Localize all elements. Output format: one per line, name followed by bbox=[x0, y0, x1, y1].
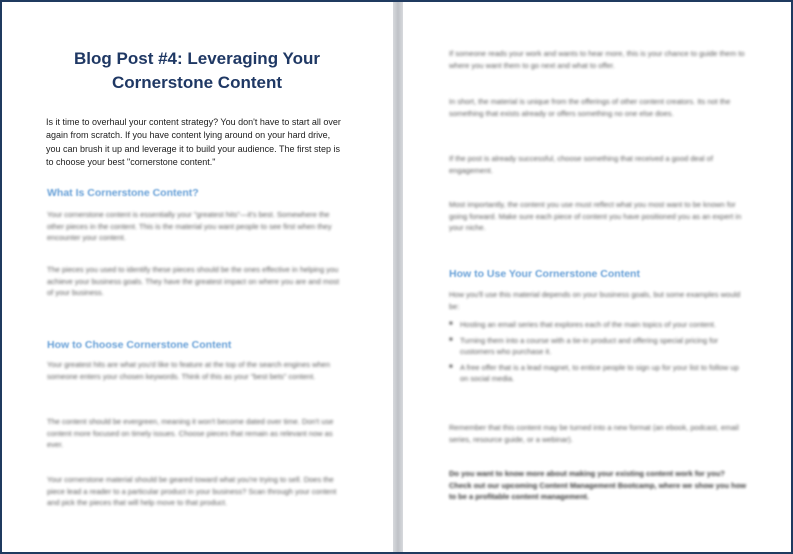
left-page bbox=[2, 2, 393, 552]
paragraph: If the post is already successful, choose something that received a good deal of engagement. bbox=[449, 154, 713, 175]
page-gutter bbox=[393, 2, 403, 552]
paragraph: Your greatest hits are what you'd like to feature at the top of the search engines when someone enters your chosen keywords. Think of this as your "best bets" content. bbox=[47, 360, 331, 381]
document-title: Blog Post #4: Leveraging Your Cornerstone Content bbox=[74, 49, 320, 92]
list-item: ■ Hosting an email series that explores each of the main topics of your content. bbox=[449, 319, 749, 331]
paragraph: Most importantly, the content you use must reflect what you most want to be known for going forward. Make sure each piece of content you have positioned you as an expert in your niche. bbox=[449, 200, 742, 232]
paragraph: The content should be evergreen, meaning it won't become dated over time. Don't use content more focused on timely issues. Choose pieces that remain as relevant now as ever. bbox=[47, 417, 334, 449]
list-item: ■ Turning them into a course with a tie-in product and offering special pricing for customers who purchase it. bbox=[449, 335, 749, 358]
closing-paragraph: Do you want to know more about making your existing content work for you? Check out our upcoming Content Management Bootcamp, where we show you how to be a profitable content management. bbox=[449, 469, 747, 501]
paragraph: Your cornerstone material should be geared toward what you're trying to sell. Does the piece lead a reader to a particular product in your business? Scan through your content and pick the pieces that will help move to that product. bbox=[47, 475, 337, 507]
paragraph: Remember that this content may be turned into a new format (an ebook, podcast, email series, resource guide, or a webinar). bbox=[449, 423, 739, 444]
bullet-list bbox=[449, 319, 749, 389]
right-page bbox=[403, 2, 791, 552]
paragraph: If someone reads your work and wants to hear more, this is your chance to guide them to where you want them to go next and what to offer. bbox=[449, 49, 745, 70]
document-spread bbox=[2, 2, 791, 552]
paragraph: The pieces you used to identify these pieces should be the ones effective in helping you achieve your business goals. They have the greatest impact on where you are and most of your business. bbox=[47, 265, 340, 297]
paragraph: How you'll use this material depends on your business goals, but some examples would be: bbox=[449, 290, 741, 311]
list-item: ■ A free offer that is a lead magnet, to entice people to sign up for your list to follow up on social media. bbox=[449, 362, 749, 385]
section-heading-how-to-use: How to Use Your Cornerstone Content bbox=[449, 268, 640, 280]
section-heading-what-is: What Is Cornerstone Content? bbox=[47, 187, 199, 199]
section-heading-how-to-choose: How to Choose Cornerstone Content bbox=[47, 339, 232, 351]
intro-paragraph: Is it time to overhaul your content strategy? You don't have to start all over again from scratch. If you have content lying around on your hard drive, you can brush it up and leverage it to build your audience. The first step is to choose your best "cornerstone content." bbox=[46, 117, 341, 168]
paragraph: Your cornerstone content is essentially your "greatest hits"—it's best. Somewhere the other pieces in the content. This is the material you want people to see first when they encounter your content. bbox=[47, 210, 332, 242]
paragraph: In short, the material is unique from the offerings of other content creators. Its not the something that exists already or offers something no one else does. bbox=[449, 97, 731, 118]
